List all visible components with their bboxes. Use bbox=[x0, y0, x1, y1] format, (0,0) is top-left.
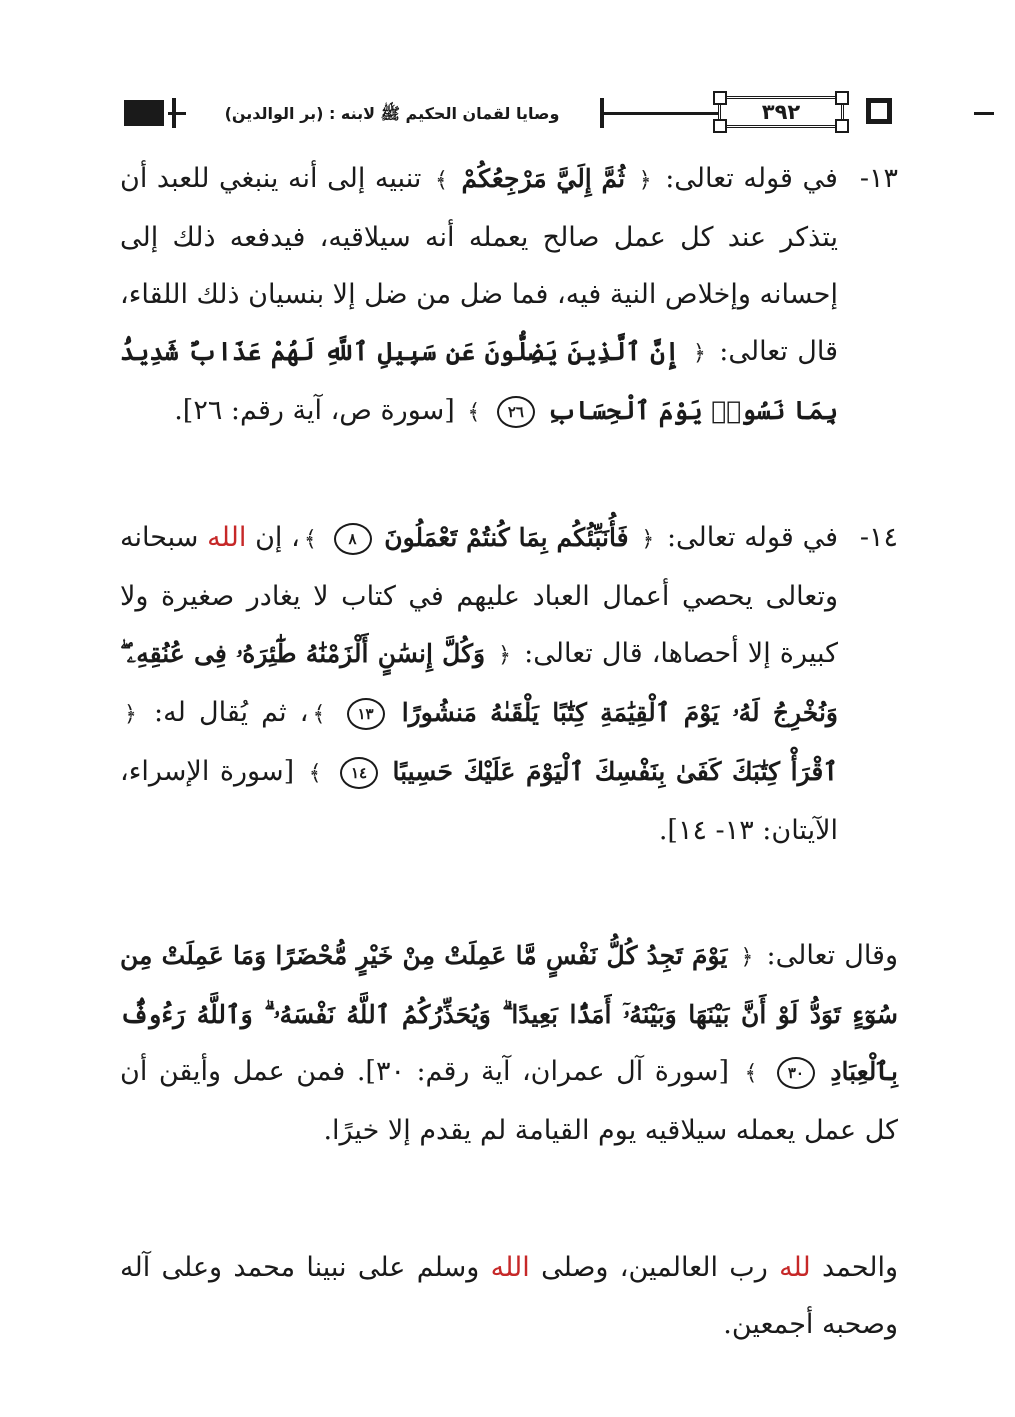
quran-verse: ثُمَّ إِلَيَّ مَرْجِعُكُمْ bbox=[461, 164, 626, 193]
quran-open-bracket: ﴿ bbox=[740, 945, 754, 970]
quran-verse: فَأُنَبِّئُكُم بِمَا كُنتُمْ تَعْمَلُونَ bbox=[384, 523, 629, 552]
running-title: وصايا لقمان الحكيم ﷺ لابنه : (بر الوالدين) bbox=[186, 100, 598, 128]
citation: [سورة الإسراء، الآيتان: ١٣- ١٤]. bbox=[120, 756, 838, 846]
divine-name: لله bbox=[779, 1252, 811, 1283]
citation: [سورة ص، آية رقم: ٢٦]. bbox=[174, 395, 455, 426]
quran-close-bracket: ﴾ bbox=[308, 761, 322, 786]
ayah-number-marker: ١٣ bbox=[347, 698, 385, 730]
body-text: رب العالمين، وصلى bbox=[541, 1252, 768, 1283]
corner-ornament bbox=[713, 91, 727, 105]
divine-name: الله bbox=[490, 1252, 530, 1283]
numbered-item-13 bbox=[120, 150, 898, 441]
body-text: ، إن bbox=[255, 522, 300, 553]
ayah-number-marker: ٨ bbox=[334, 523, 372, 555]
quran-close-bracket: ﴾ bbox=[434, 168, 448, 193]
quran-open-bracket: ﴿ bbox=[124, 702, 137, 727]
citation: [سورة آل عمران، آية رقم: ٣٠]. فمن عمل وأيقن أن كل عمل يعمله سيلاقيه يوم القيامة لم يقدم إلا خيرًا. bbox=[120, 1056, 898, 1146]
quran-verse: وَكُلَّ إِنسَٰنٍ أَلْزَمْنَٰهُ طَٰٓئِرَهُۥ فِى عُنُقِهِۦ ۖ وَنُخْرِجُ لَهُۥ يَوْمَ ٱلْقِيَٰمَةِ كِتَٰبًا يَلْقَىٰهُ مَنشُورًا bbox=[120, 639, 838, 727]
item-intro: في قوله تعالى: bbox=[666, 522, 838, 553]
header-block-ornament bbox=[124, 100, 164, 126]
page-content bbox=[120, 150, 898, 1353]
closing-paragraph bbox=[120, 1239, 898, 1353]
quran-close-bracket: ﴾ bbox=[467, 400, 481, 425]
corner-ornament bbox=[835, 91, 849, 105]
quran-open-bracket: ﴿ bbox=[498, 643, 512, 668]
item-intro: في قوله تعالى: bbox=[665, 163, 838, 194]
quran-close-bracket: ﴾ bbox=[303, 527, 317, 552]
page-number-box bbox=[718, 96, 844, 128]
quran-verse: ٱقْرَأْ كِتَٰبَكَ كَفَىٰ بِنَفْسِكَ ٱلْيَوْمَ عَلَيْكَ حَسِيبًا bbox=[392, 757, 838, 786]
ayah-number-marker: ١٤ bbox=[340, 757, 378, 789]
ayah-number-marker: ٣٠ bbox=[777, 1057, 815, 1089]
corner-ornament bbox=[713, 119, 727, 133]
body-text: وسلم على نبينا محمد وعلى آله وصحبه أجمعين. bbox=[120, 1252, 898, 1340]
body-text: تنبيه إلى أنه ينبغي للعبد أن يتذكر عند كل عمل صالح يعمله أنه سيلاقيه، فيدفعه ذلك إلى إحسانه وإخلاص النية فيه، فما ضل من ضل إلا بنسيان ذلك اللقاء، قال تعالى: bbox=[120, 163, 838, 367]
quran-open-bracket: ﴿ bbox=[638, 168, 652, 193]
body-text: ، ثم يُقال له: bbox=[154, 697, 309, 728]
page-number: ٣٩٢ bbox=[761, 100, 801, 124]
item-number: ١٤- bbox=[859, 522, 898, 553]
quran-open-bracket: ﴿ bbox=[641, 527, 655, 552]
quran-open-bracket: ﴿ bbox=[692, 341, 706, 366]
body-text: وقال تعالى: bbox=[766, 940, 899, 971]
body-text: والحمد bbox=[822, 1252, 899, 1283]
header-rule bbox=[974, 112, 994, 115]
corner-ornament bbox=[835, 119, 849, 133]
item-number: ١٣- bbox=[859, 163, 898, 194]
quran-verse: يَوْمَ تَجِدُ كُلُّ نَفْسٍ مَّا عَمِلَتْ مِنْ خَيْرٍ مُّحْضَرًا وَمَا عَمِلَتْ مِن سُوٓءٍ تَوَدُّ لَوْ أَنَّ بَيْنَهَا وَبَيْنَهُۥٓ أَمَدًۢا بَعِيدًا ۗ وَيُحَذِّرُكُمُ ٱللَّهُ نَفْسَهُۥ ۗ وَٱللَّهُ رَءُوفٌۢ بِٱلْعِبَادِ bbox=[120, 941, 898, 1086]
quran-close-bracket: ﴾ bbox=[312, 702, 326, 727]
header-square-ornament bbox=[866, 98, 892, 124]
numbered-item-14 bbox=[120, 509, 898, 859]
ayah-number-marker: ٢٦ bbox=[497, 396, 535, 428]
divine-name: الله bbox=[207, 522, 247, 553]
page-header bbox=[124, 96, 892, 132]
body-text: سبحانه وتعالى يحصي أعمال العباد عليهم في كتاب لا يغادر صغيرة ولا كبيرة إلا أحصاها، قال تعالى: bbox=[120, 522, 838, 669]
quran-close-bracket: ﴾ bbox=[744, 1061, 758, 1086]
paragraph bbox=[120, 927, 898, 1159]
quran-verse: إِنَّ ٱلَّذِينَ يَضِلُّونَ عَن سَبِيلِ ٱللَّهِ لَهُمْ عَذَابٌ شَدِيدُۢ بِمَا نَسُوا۟ يَوْمَ ٱلْحِسَابِ bbox=[120, 337, 838, 425]
